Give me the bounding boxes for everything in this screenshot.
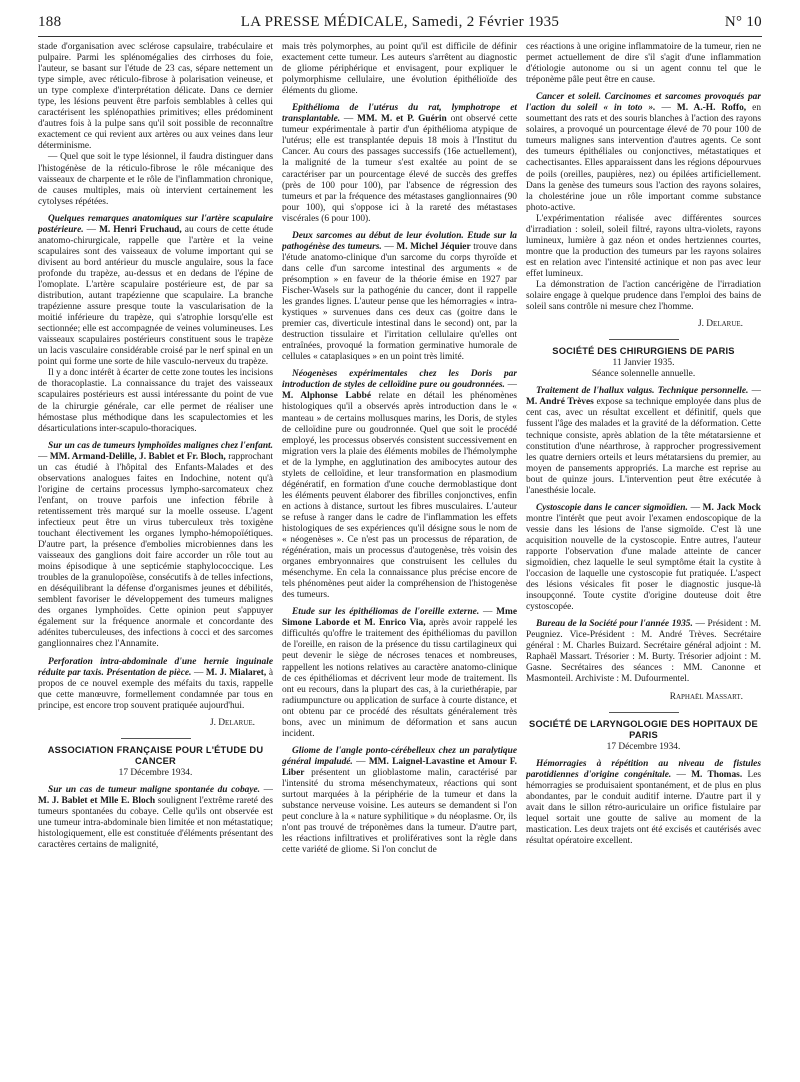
paragraph: — Quel que soit le type lésionnel, il faudra distinguer dans l'histogénèse de la réticulo-fibrose le rôle mécanique des vaisseaux de charpente et le rôle de l'inflammation chronique, de causes multiples, mais où intervient certainement les cytolyses répétées. (38, 152, 273, 207)
article-author: M. Jack Mock (702, 502, 761, 513)
article (526, 619, 761, 685)
article-text: après avoir rappelé les difficultés qu'offre le traitement des épithéliomas du pavillon de l'oreille, en raison de la présence du tissu cartilagineux qui peut devenir le siège de nécroses tenaces et nombreuses, rappellent les notions relatives au caractère anatomo-clinique de ces épithéliomas et décrivent leur mode de traitement. Ils ont eu recours, dans la plupart des cas, à la curiethérapie, par radiumpuncture ou application de surface à courte distance, et ont obtenu par ce procédé des résultats généralement très bons, avec un minimum de déformation et sans aucun incident. (282, 618, 517, 739)
article: Etude sur les épithéliomas de l'oreille externe. — Mme Simone Laborde et M. Enrico Via, après avoir rappelé les difficultés qu'offre le traitement des épithéliomas du pavillon de l'oreille, en raison de la présence du tissu cartilagineux qui peut devenir le siège de nécroses tenaces et nombreuses, rappellent les notions relatives au caractère anatomo-clinique de ces épithéliomas et décrivent leur mode de traitement. Ils ont eu recours, dans la plupart des cas, à la curiethérapie, par radiumpuncture ou application de surface à courte distance, et ont obtenu par ce procédé des résultats généralement très bons, avec un minimum de déformation et sans aucun incident. (282, 607, 517, 739)
article: Cystoscopie dans le cancer sigmoïdien. — M. Jack Mock montre l'intérêt que peut avoir l'examen endoscopique de la vessie dans les lésions de l'anse sigmoïde. C'est là une acquisition nouvelle de la cystoscopie. Entre autres, l'auteur rapporte l'observation d'une malade atteinte de cancer sigmoïdien, chez laquelle le seul symptôme était la cystite à l'occasion de laquelle une cystoscopie fut pratiquée. L'aspect des lésions vésicales fit poser le diagnostic jusque-là insoupçonné. Toute cystite d'origine douteuse doit être cystoscopée. (526, 502, 761, 613)
column-2 (282, 42, 517, 1072)
paragraph: Il y a donc intérêt à écarter de cette zone toutes les incisions de thoracoplastie. La connaissance du trajet des vaisseaux scapulaires postérieurs est aussi intéressante du point de vue de la chirurgie générale, car elle permet de réaliser une hémostase plus méthodique dans les scapulectomies et les désarticulations inter-scapulo-thoraciques. (38, 368, 273, 434)
article-title: Hémorragies à répétition au niveau de fistules parotidiennes d'origine congénitale. (526, 758, 761, 780)
article-text: rapprochant un cas étudié à l'hôpital des Enfants-Malades et des observations analogues faites en Indochine, notent qu'à l'origine de certains processus lympho-sarcomateux chez l'enfant, on trouve parfois une infection fébrile à retentissement très marqué sur la moelle osseuse. L'agent infectieux peut être un virus tuberculeux très toxigène touchant électivement les organes lympho-hémopoïétiques. D'autre part, la présence d'embolies microbiennes dans les vaisseaux des ganglions doit faire accorder un rôle tout au moins épisodique à une septicémie staphylococcique. Les troubles de la granulopoïèse, consécutifs à de telles infections, en déséquilibrant la défense d'organismes jeunes et débilités, semblent favoriser le développement des tumeurs malignes des organes lymphoïdes. Cette opinion peut s'appuyer également sur la fréquence anormale et concordante des adénites tuberculeuses, des infections à cocci et des sarcomes ganglionnaires chez l'Annamite. (38, 451, 273, 650)
article-author: MM. Armand-Delille, J. Bablet et Fr. Bloch, (49, 451, 226, 462)
article-text: Les hémorragies se produisaient spontanément, et de plus en plus abondantes, par le conduit auditif interne. D'autre part il y avait dans le sillon rétro-auriculaire un orifice fistulaire par lequel sortait une goutte de salive au moment de la mastication. Les deux trajets ont été excisés et cautérisés avec résultat opératoire excellent. (526, 769, 761, 847)
article-text: au cours de cette étude anatomo-chirurgicale, rappelle que l'artère et la veine scapulaires sont des vaisseaux de volume important qui se divisent au bord antérieur du muscle angulaire, sous la face profonde du trapèze, au-dessus et en dedans de l'épine de l'omoplate. L'artère scapulaire postérieure est, de par sa distribution, autant trapézienne que scapulaire. La branche trapézienne assure presque toute la vascularisation de la moitié inférieure du trapèze, qui s'atrophie lorsqu'elle est sectionnée; elle est accompagnée de veines volumineuses. Les vaisseaux scapulaires postérieurs constituent sous le trapèze un lacis vasculaire considérable croisé par le nerf spinal en un point qui forme une sorte de hile vasculo-nerveux du trapèze. (38, 224, 273, 368)
paragraph: L'expérimentation réalisée avec différentes sources d'irradiation : soleil, soleil filtré, rayons ultra-violets, rayons lumineux, lumière à gaz néon et ondes hertziennes courtes, montre que la production des tumeurs par les rayons solaires est en relation avec l'intensité actinique et non pas avec leur effet lumineux. (526, 213, 761, 279)
article: Traitement de l'hallux valgus. Technique personnelle. — M. André Trèves expose sa technique employée dans plus de cent cas, avec un résultat excellent et définitif, quels que fussent l'âge des malades et la gravité de la déformation. Cette technique consiste, après ablation de la tête métatarsienne et constitution d'une néarthrose, à rapprocher progressivement les quatre derniers orteils et leurs métatarsiens du premier, au moyen de pansements appropriés. La marche est reprise au bout de quinze jours. L'intervention peut être exécutée à l'anesthésie locale. (526, 386, 761, 496)
signature: J. Delarue. (697, 319, 743, 330)
article-text: en soumettant des rats et des souris blanches à l'action des rayons solaires, a provoqué un pourcentage élevé de 70 pour 100 de tumeurs malignes sans intervention d'autres agents. Ce sont des tumeurs épithéliales ou conjonctives, métastatiques et cachectisantes. Elles apparaissent dans les régions dépourvues de poils (oreilles, paupières, nez) ou épilées artificiellement. Dans la genèse des tumeurs sous l'action des rayons solaires, la cholestérine joue un rôle important comme substance photo-active. (526, 103, 761, 213)
paragraph: ces réactions à une origine inflammatoire de la tumeur, rien ne permet actuellement de dire s'il s'agit d'une inflammation d'étiologie autonome ou si un agent connu tel que le tréponème pâle peut être en cause. (526, 42, 761, 86)
section-heading: SOCIÉTÉ DES CHIRURGIENS DE PARIS (552, 346, 735, 357)
article-text: expose sa technique employée dans plus de cent cas, avec un résultat excellent et définitif, quels que fussent l'âge des malades et la gravité de la déformation. Cette technique consiste, après ablation de la tête métatarsienne et constitution d'une néarthrose, à rapprocher progressivement les quatre derniers orteils et leurs métatarsiens du premier, au moyen de pansements appropriés. La marche est reprise au bout de quinze jours. L'intervention peut être exécutée à l'anesthésie locale. (526, 397, 761, 496)
section-divider (609, 339, 679, 340)
article-text: présentent un glioblastome malin, caractérisé par l'intensité du stroma mésenchymateux, réactions qui sont surtout marquées à la périphérie de la tumeur et dans la substance nerveuse voisine. Les auteurs se demandent si l'on peut conclure à la « nature syphilitique » du néoplasme. Or, ils n'ont pas trouvé de tréponèmes dans la tumeur. D'autre part, les réactions infiltratives et prolifératives sont la règle dans cette variété de gliome. Si l'on conclut de (282, 767, 517, 856)
header-rule (38, 36, 762, 37)
article-title: Perforation intra-abdominale d'une hernie inguinale réduite par taxis. Présentation de pièce. (38, 656, 273, 678)
article: Hémorragies à répétition au niveau de fistules parotidiennes d'origine congénitale. — M. Thomas. Les hémorragies se produisaient spontanément, et de plus en plus abondantes, par le conduit auditif interne. D'autre part il y avait dans le sillon rétro-auriculaire un orifice fistulaire par lequel sortait une goutte de salive au moment de la mastication. Les deux trajets ont été excisés et cautérisés avec résultat opératoire excellent. (526, 758, 761, 847)
paragraph: mais très polymorphes, au point qu'il est difficile de définir exactement cette tumeur. Les auteurs s'arrêtent au diagnostic de gliome périphérique et envisagent, pour expliquer le polymorphisme cellulaire, une évolution épithélioïde des éléments du gliome. (282, 42, 517, 97)
article-author: MM. Laignel-Lavastine et Amour F. Liber (282, 756, 517, 778)
column-1 (38, 42, 273, 1072)
article-title: Gliome de l'angle ponto-cérébelleux chez un paralytique général impaludé. (282, 745, 517, 767)
page-header (38, 14, 762, 36)
journal-title: LA PRESSE MÉDICALE, Samedi, 2 Février 1935 (240, 14, 560, 30)
article-title: Quelques remarques anatomiques sur l'artère scapulaire postérieure. (38, 213, 273, 235)
article-author: MM. M. et P. Guérin (357, 114, 447, 125)
article: Néogenèses expérimentales chez les Doris par introduction de styles de celloïdine pure ou goudronnées. — M. Alphonse Labbé relate en détail les phénomènes histologiques qu'il a observés après introduction dans le « manteau » de certains mollusques marins, les Doris, de styles de celloïdine pure ou goudronnée. Quel que soit le procédé employé, les processus observés consistent successivement en migration vers la plaie des éléments mobiles de l'hémolymphe et de la lymphe, en agglutination des amibocytes autour des stylets de celloïdine, et leur transformation en plasmodium dégénératif, en formation d'une couche dermoblastique dont les éléments peuvent élaborer des fibrilles conjonctives, enfin en actions à distance, surtout les fibres musculaires. L'auteur se refuse à ranger dans le cadre de l'inflammation les effets histologiques de ses expériences qu'il désigne sous le nom de « néogenèses ». Ce n'est pas un processus de réparation, de régénération, mais un processus d'autogenèse, très voisin des organes embryonnaires que construisent les cellules du mésenchyme. En cela la connaissance plus précise encore de tels phénomènes peut aider la compréhension de l'histogenèse des tumeurs. (282, 369, 517, 601)
section-date: 11 Janvier 1935. (612, 358, 675, 369)
article-author: M. André Trèves (526, 397, 594, 408)
article-title: Deux sarcomes au début de leur évolution. Etude sur la pathogénèse des tumeurs. (282, 230, 517, 252)
article-title: Cancer et soleil. Carcinomes et sarcomes provoqués par l'action du soleil « in toto ». (526, 92, 761, 114)
article-text: relate en détail les phénomènes histologiques qu'il a observés après introduction dans le « manteau » de certains mollusques marins, les Doris, de styles de celloïdine pure ou goudronnée. Quel que soit le procédé employé, les processus observés consistent successivement en migration vers la plaie des éléments mobiles de l'hémolymphe et de la lymphe, en agglutination des amibocytes autour des stylets de celloïdine, et leur transformation en plasmodium dégénératif, en formation d'une couche dermoblastique dont les éléments peuvent élaborer des fibrilles conjonctives, enfin en actions à distance, surtout les fibres musculaires. L'auteur se refuse à ranger dans le cadre de l'inflammation les effets histologiques de ses expériences qu'il désigne sous le nom de « néogenèses ». Ce n'est pas un processus de réparation, de régénération, mais un processus d'autogenèse, très voisin des organes embryonnaires que construisent les cellules du mésenchyme. En cela la connaissance plus précise encore de tels phénomènes peut aider la compréhension de l'histogenèse des tumeurs. (282, 391, 517, 601)
section-date: 17 Décembre 1934. (606, 741, 681, 752)
article-text: soulignent l'extrême rareté des tumeurs spontanées du cobaye. Celle qu'ils ont observée est une tumeur intra-abdominale bien limitée et non métastatique; histologiquement, elle est constituée d'éléments présentant des caractères certains de malignité, (38, 796, 273, 851)
page-number: 188 (38, 14, 62, 30)
column-3 (526, 42, 761, 1072)
article-author: M. Henri Fruchaud, (99, 224, 182, 235)
section-heading: SOCIÉTÉ DE LARYNGOLOGIE DES HOPITAUX DE PARIS (529, 718, 758, 740)
article-title: Bureau de la Société pour l'année 1935. (536, 619, 693, 630)
article-author: M. J. Bablet et Mlle E. Bloch (38, 796, 156, 806)
article: Cancer et soleil. Carcinomes et sarcomes provoqués par l'action du soleil « in toto ». — M. A.-H. Roffo, en soumettant des rats et des souris blanches à l'action des rayons solaires, a provoqué un pourcentage élevé de 70 pour 100 de tumeurs malignes sans intervention d'autres agents. Ce sont des tumeurs épithéliales ou conjonctives, métastatiques et cachectisantes. Elles apparaissent dans les régions dépourvues de poils (oreilles, paupières, nez) ou épilées artificiellement. Dans la genèse des tumeurs sous l'action des rayons solaires, la cholestérine joue un rôle important comme substance photo-active. (526, 92, 761, 213)
article: Deux sarcomes au début de leur évolution. Etude sur la pathogénèse des tumeurs. — M. Michel Jéquier trouve dans l'étude anatomo-clinique d'un sarcome du corps thyroïde et dans celle d'un sarcome intestinal des arguments « de présomption » en faveur de la théorie émise en 1927 par Fischer-Wasels sur la pathogénie du cancer, dont il rappelle les grandes lignes. L'auteur pense que les hémorragies « intra-kystiques » survenues dans ces deux cas (goitre dans le premier cas, diverticule intestinal dans le second) ont, par la destruction tissulaire et l'irritation cellulaire qu'elles ont entraînées, provoqué la formation germinative humorale de cellules « cataplasiques » en un point très limité. (282, 230, 517, 363)
issue-number: N° 10 (724, 14, 762, 30)
section-divider (609, 712, 679, 713)
section-date: 17 Décembre 1934. (118, 767, 193, 778)
article-title: Etude sur les épithéliomas de l'oreille externe. (292, 607, 480, 618)
page-columns (38, 42, 762, 1072)
paragraph: stade d'organisation avec sclérose capsulaire, trabéculaire et pulpaire. Parmi les splénomégalies des cirrhoses du foie, l'auteur, se basant sur l'étude de 23 cas, sépare nettement un type simple, avec réticulo-fibrose à polarisation veineuse, et un type complexe d'interprétation délicate. Dans ce dernier type, les lésions peuvent être parfois semblables à celles qui caractérisent les splénopathies primitives; elles prédominent d'autres fois à la pulpe sans qu'il soit possible de reconnaître exactement ce qui revient aux artères ou aux veines dans leur déterminisme. (38, 42, 273, 152)
section-heading: ASSOCIATION FRANÇAISE POUR L'ÉTUDE DU CANCER (47, 744, 264, 766)
article-title: Epithélioma de l'utérus du rat, lymphotrope et transplantable. (282, 103, 517, 125)
article-author: Mme Simone Laborde et M. Enrico Via, (282, 607, 517, 629)
article-text: montre l'intérêt que peut avoir l'examen endoscopique de la vessie dans les lésions de l'anse sigmoïde. C'est là une acquisition nouvelle de la cystoscopie. Entre autres, l'auteur rapporte l'observation d'une malade atteinte de cancer sigmoïdien, chez laquelle le seul symptôme était la cystite à l'occasion de laquelle une cystoscopie fut pratiquée. L'aspect des lésions vésicales fit poser le diagnostic jusque-là insoupçonné. Toute cystite d'origine douteuse doit être cystoscopée. (526, 513, 761, 613)
article-author: M. J. Mialaret, (205, 667, 267, 678)
article-title: Néogenèses expérimentales chez les Doris par introduction de styles de celloïdine pure ou goudronnées. (282, 369, 517, 391)
article-text: à propos de ce nouvel exemple des méfaits du taxis, rappelle que cette manœuvre, formellement condamnée par tous en principe, est encore trop souvent pratiquée aujourd'hui. (38, 667, 273, 711)
article-title: Cystoscopie dans le cancer sigmoïdien. (536, 502, 688, 513)
article: Quelques remarques anatomiques sur l'artère scapulaire postérieure. — M. Henri Fruchaud, au cours de cette étude anatomo-chirurgicale, rappelle que l'artère et la veine scapulaires sont des vaisseaux de volume important qui se divisent au bord antérieur du muscle angulaire, sous la face profonde du trapèze, au-dessus et en dedans de l'épine de l'omoplate. L'artère scapulaire postérieure est, de par sa distribution, autant trapézienne que scapulaire. La branche trapézienne assure presque toute la vascularisation de la moitié inférieure du trapèze, qui s'atrophie lorsqu'elle est sectionnée; elle est accompagnée de veines volumineuses. Les vaisseaux scapulaires postérieurs constituent sous le trapèze un lacis vasculaire considérable croisé par le nerf spinal en un point qui forme une sorte de hile vasculo-nerveux du trapèze. (38, 213, 273, 368)
article: Gliome de l'angle ponto-cérébelleux chez un paralytique général impaludé. — MM. Laignel-Lavastine et Amour F. Liber présentent un glioblastome malin, caractérisé par l'intensité du stroma mésenchymateux, réactions qui sont surtout marquées à la périphérie de la tumeur et dans la substance nerveuse voisine. Les auteurs se demandent si l'on peut conclure à la « nature syphilitique » du néoplasme. Or, ils n'ont pas trouvé de tréponèmes dans la tumeur. D'autre part, les réactions infiltratives et prolifératives sont la règle dans cette variété de gliome. Si l'on conclut de (282, 745, 517, 856)
article-author: M. Alphonse Labbé (282, 391, 372, 402)
article-title: Traitement de l'hallux valgus. Technique personnelle. (536, 386, 749, 397)
article: Perforation intra-abdominale d'une hernie inguinale réduite par taxis. Présentation de pièce. — M. J. Mialaret, à propos de ce nouvel exemple des méfaits du taxis, rappelle que cette manœuvre, formellement condamnée par tous en principe, est encore trop souvent pratiquée aujourd'hui. (38, 656, 273, 711)
article: Epithélioma de l'utérus du rat, lymphotrope et transplantable. — MM. M. et P. Guérin ont observé cette tumeur expérimentale à partir d'un épithélioma atypique de l'utérus; elle est transplantée depuis 18 mois à l'Institut du Cancer. Au cours des passages successifs (16e actuellement), la malignité de la tumeur s'est exaltée au point de se caractériser par un pourcentage élevé de succès des greffes (près de 100 pour 100), par l'absence de régression des tumeurs et par la fréquence des métastases ganglionnaires (90 pour 100), qui s'oppose ici à la rareté des métastases viscérales (6 pour 100). (282, 103, 517, 224)
article-author: M. Thomas. (691, 769, 743, 780)
signature: J. Delarue. (209, 717, 255, 728)
article-title: Sur un cas de tumeurs lymphoïdes malignes chez l'enfant. (48, 440, 273, 451)
article-author: M. Michel Jéquier (396, 241, 471, 252)
article-text: trouve dans l'étude anatomo-clinique d'un sarcome du corps thyroïde et dans celle d'un sarcome intestinal des arguments « de présomption » en faveur de la théorie émise en 1927 par Fischer-Wasels sur la pathogénie du cancer, dont il rappelle les grandes lignes. L'auteur pense que les hémorragies « intra-kystiques » survenues dans ces deux cas (goitre dans le premier cas, diverticule intestinal dans le second) ont, par la destruction tissulaire et l'irritation cellulaire qu'elles ont entraînées, provoqué la formation germinative humorale de cellules « cataplasiques » en un point très limité. (282, 241, 517, 363)
paragraph: La démonstration de l'action cancérigène de l'irradiation solaire engage à quelque prudence dans l'emploi des bains de soleil sans contrôle ni mesure chez l'homme. (526, 279, 761, 313)
article-text: — Président : M. Peugniez. Vice-Président : M. André Trèves. Secrétaire général : M. Charles Buizard. Secrétaire général adjoint : M. Raphaël Massart. Trésorier : M. Burty. Trésorier adjoint : M. Gasne. Secrétaires des séances : MM. Canonne et Masmonteil. Archiviste : M. Dufourmentel. (526, 619, 761, 685)
article: Sur un cas de tumeurs lymphoïdes malignes chez l'enfant. — MM. Armand-Delille, J. Bablet et Fr. Bloch, rapprochant un cas étudié à l'hôpital des Enfants-Malades et des observations analogues faites en Indochine, notent qu'à l'origine de certains processus lympho-sarcomateux chez l'enfant, on trouve parfois une infection fébrile à retentissement très marqué sur la moelle osseuse. L'agent infectieux peut être un virus tuberculeux très toxigène touchant électivement les organes lympho-hémopoïétiques. D'autre part, la présence d'embolies microbiennes dans les vaisseaux des ganglions doit faire accorder un rôle tout au moins épisodique à une septicémie staphylococcique. Les troubles de la granulopoïèse, consécutifs à de telles infections, en déséquilibrant la défense d'organismes jeunes et débilités, semblent favoriser le développement des tumeurs malignes des organes lymphoïdes. Cette opinion peut s'appuyer également sur la fréquence anormale et concordante des adénites tuberculeuses, des infections à cocci et des sarcomes ganglionnaires chez l'Annamite. (38, 440, 273, 650)
article-author: M. A.-H. Roffo, (676, 103, 747, 114)
section-subtitle: Séance solennelle annuelle. (591, 369, 696, 380)
article-text: ont observé cette tumeur expérimentale à partir d'un épithélioma atypique de l'utérus; elle est transplantée depuis 18 mois à l'Institut du Cancer. Au cours des passages successifs (16e actuellement), la malignité de la tumeur s'est exaltée au point de se caractériser par un pourcentage élevé de succès des greffes (près de 100 pour 100), par l'absence de régression des tumeurs et par la fréquence des métastases ganglionnaires (90 pour 100), qui s'oppose ici à la rareté des métastases viscérales (6 pour 100). (282, 114, 517, 224)
section-divider (121, 738, 191, 739)
signature: Raphaël Massart. (669, 691, 743, 702)
article: Sur un cas de tumeur maligne spontanée du cobaye. — M. J. Bablet et Mlle E. Bloch soulignent l'extrême rareté des tumeurs spontanées du cobaye. Celle qu'ils ont observée est une tumeur intra-abdominale bien limitée et non métastatique; histologiquement, elle est constituée d'éléments présentant des caractères certains de malignité, (38, 784, 273, 851)
article-title: Sur un cas de tumeur maligne spontanée du cobaye. (48, 784, 261, 795)
